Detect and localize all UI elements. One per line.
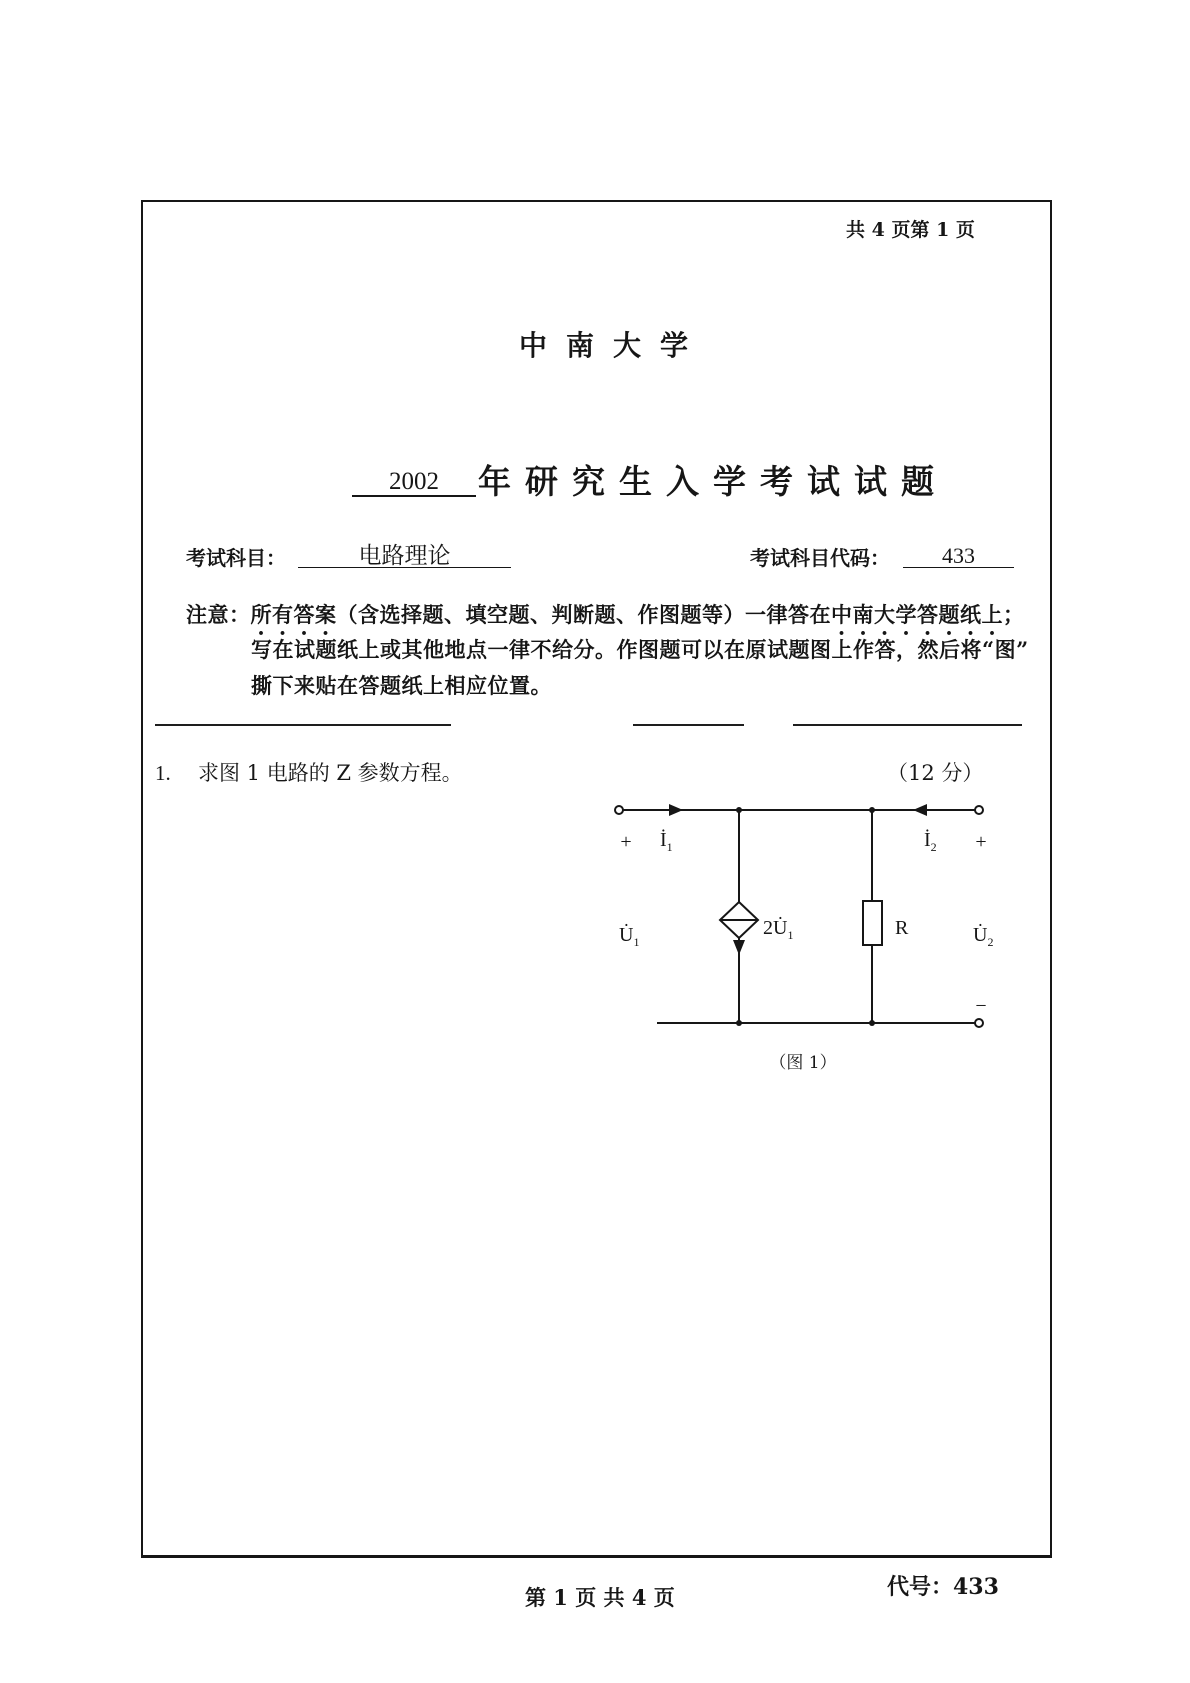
junction-dot xyxy=(736,807,742,813)
current-arrow-i2 xyxy=(913,804,927,816)
university-name: 中南大学 xyxy=(519,329,708,362)
voltage-u2-symbol: U̇ xyxy=(973,924,988,946)
junction-dot xyxy=(869,807,875,813)
exam-title: 年研究生入学考试试题 xyxy=(478,462,948,501)
terminal-right-bottom xyxy=(975,1019,983,1027)
notice-line-2: 写在试题纸上或其他地点一律不给分。作图题可以在原试题图上作答，然后将“图” xyxy=(251,637,1029,662)
current-i1-symbol: İ xyxy=(660,829,667,851)
voltage-u1-label xyxy=(619,922,639,949)
current-i2-label xyxy=(924,828,937,854)
figure-caption: （图 1） xyxy=(769,1053,837,1073)
footer-page-number: 第 1 页 共 4 页 xyxy=(525,1585,675,1610)
source-direction-arrow xyxy=(733,940,745,955)
port1-plus-label: + xyxy=(620,831,632,853)
subject-code-value: 433 xyxy=(903,545,1014,568)
notice-label: 注意： xyxy=(186,602,251,627)
question-text: 求图 1 电路的 Z 参数方程。 xyxy=(198,761,463,785)
voltage-u1-subscript: 1 xyxy=(633,935,640,949)
question-score: （12 分） xyxy=(887,761,984,785)
voltage-u1-symbol: U̇ xyxy=(619,924,634,946)
port2-minus-label: − xyxy=(975,995,987,1017)
subject-label: 考试科目： xyxy=(186,546,286,570)
notice-line-1 xyxy=(186,602,1025,640)
junction-dot xyxy=(869,1020,875,1026)
separator-line xyxy=(155,724,451,726)
subject-code-label: 考试科目代码： xyxy=(750,546,890,570)
resistor xyxy=(863,901,882,945)
voltage-u2-label xyxy=(973,922,993,949)
notice-punctuation: ； xyxy=(1003,602,1025,627)
controlled-source-label xyxy=(763,915,793,942)
junction-dot xyxy=(736,1020,742,1026)
page-count-header: 共 4 页第 1 页 xyxy=(846,219,975,241)
footer-exam-code: 代号：433 xyxy=(887,1574,999,1600)
terminal-left-top xyxy=(615,806,623,814)
port2-plus-label: + xyxy=(975,831,987,853)
current-i1-label xyxy=(660,828,673,854)
terminal-right-top xyxy=(975,806,983,814)
subject-value: 电路理论 xyxy=(298,545,511,568)
circuit-diagram xyxy=(600,790,1010,1040)
voltage-u2-subscript: 2 xyxy=(987,935,994,949)
separator-line xyxy=(793,724,1022,726)
notice-line-3: 撕下来贴在答题纸上相应位置。 xyxy=(251,673,552,698)
resistor-label: R xyxy=(895,917,909,939)
separator-line xyxy=(633,724,744,726)
notice-emphasis-all-answers: 所有答案 xyxy=(250,602,337,627)
notice-text: （含选择题、填空题、判断题、作图题等）一律答在 xyxy=(336,602,831,627)
exam-year: 2002 xyxy=(352,468,476,497)
current-i2-symbol: İ xyxy=(924,829,931,851)
controlled-source-subscript: 1 xyxy=(787,928,794,942)
notice-emphasis-answer-sheet: 中南大学答题纸上 xyxy=(831,602,1003,627)
current-i1-subscript: 1 xyxy=(666,840,673,854)
current-i2-subscript: 2 xyxy=(930,840,937,854)
current-arrow-i1 xyxy=(669,804,683,816)
question-number: 1. xyxy=(155,761,171,785)
controlled-source-symbol: 2U̇ xyxy=(763,917,788,939)
